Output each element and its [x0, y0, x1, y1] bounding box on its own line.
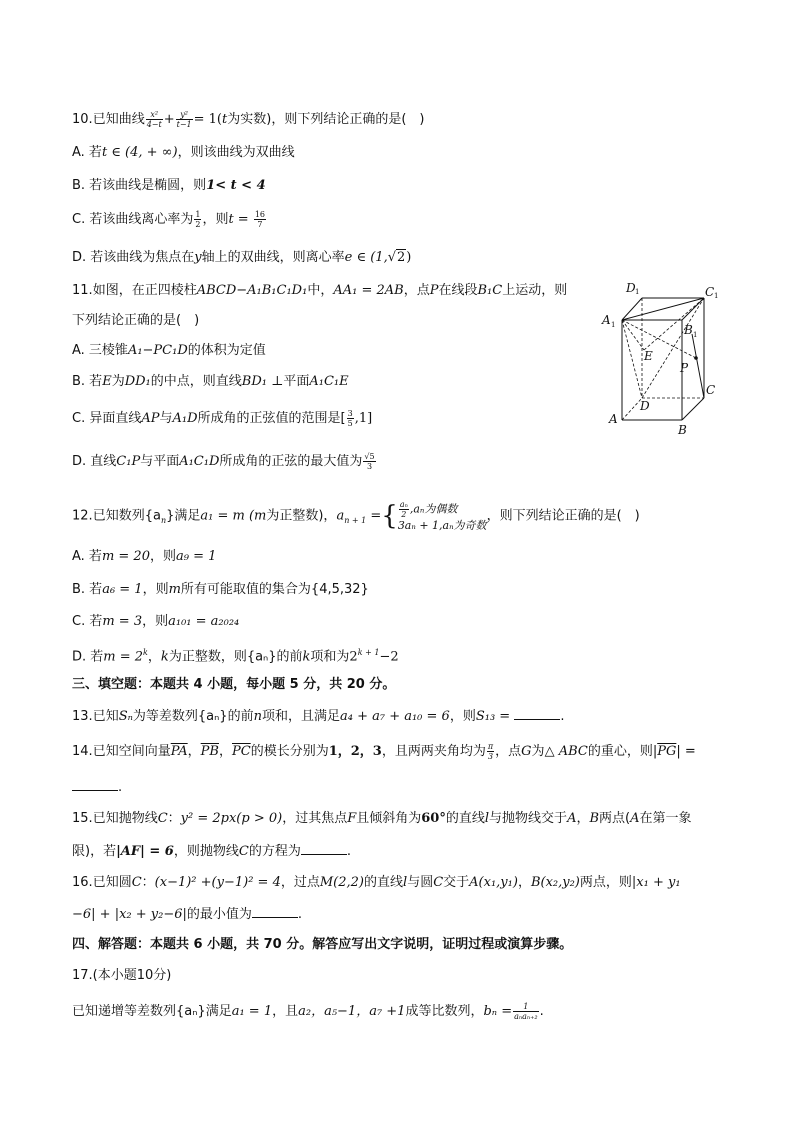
edge-a1-d1 — [622, 298, 642, 320]
svg-text:1: 1 — [635, 288, 640, 296]
edge-a1-e — [622, 320, 644, 350]
svg-text:1: 1 — [714, 292, 719, 300]
label-c1: C — [705, 285, 715, 299]
q12-stem: 12.已知数列$\{a_n\}$满足a₁ = m (m为正整数)，$a_{n + 1}$ ={ $\frac{\text{aₙ}}{2}$ ,aₙ为偶数 3aₙ + 1,aₙ为奇数 ，则下列结论正确的是( ) — [72, 500, 640, 532]
q10-option-d: D. 若该曲线为焦点在y轴上的双曲线，则离心率e ∈ (1,√2) — [72, 250, 412, 265]
q11-c-frac: $\frac{3}{5}$ — [347, 409, 353, 428]
q11-option-a: A. 三棱锥A₁−PC₁D的体积为定值 — [72, 343, 266, 358]
q15-answer-blank[interactable] — [301, 842, 347, 855]
q10-option-c: C. 若该曲线离心率为 $\frac{1}{2}$ ，则t = $\frac{16}{7}$ — [72, 210, 266, 229]
q14-line2: . — [72, 778, 122, 797]
q13-answer-blank[interactable] — [514, 707, 560, 720]
section-4-title: 四、解答题：本题共 6 小题，共 70 分。解答应写出文字说明，证明过程或演算步骤。 — [72, 937, 573, 952]
q11-option-d: D. 直线C₁P与平面A₁C₁D所成角的正弦的最大值为 $\frac{√5}{3}$ — [72, 452, 375, 471]
q10-stem: 10.已知曲线 $\frac{\text{x²}}{4-t}$ + $\frac{\text{y²}}{t-1}$ = 1(t为实数)，则下列结论正确的是( ) — [72, 110, 425, 129]
q11-d-frac: $\frac{√5}{3}$ — [364, 452, 375, 471]
label-b1: B — [684, 323, 693, 337]
edge-b1-c — [692, 334, 704, 398]
q10-option-a: A. 若t ∈ (4, + ∞)，则该曲线为双曲线 — [72, 145, 295, 160]
svg-text:1: 1 — [693, 331, 698, 339]
q10-frac-2: $\frac{\text{y²}}{t-1}$ — [176, 110, 192, 129]
q16-line2: −6| + |x₂ + y₂−6|的最小值为 . — [72, 907, 303, 922]
q10-option-b: B. 若该曲线是椭圆，则1< t < 4 — [72, 178, 266, 193]
point-p — [694, 356, 698, 360]
q12-option-b: B. 若a₆ = 1，则m所有可能取值的集合为{4,5,32} — [72, 582, 369, 597]
q10-c-frac: $\frac{1}{2}$ — [195, 210, 201, 229]
q17-stem: 已知递增等差数列{aₙ}满足a₁ = 1，且a₂，a₅−1，a₇ +1成等比数列，bₙ = $\frac{1}{\text{aₙaₙ₊₂}}$ . — [72, 1002, 544, 1021]
q11-stem-line2: 下列结论正确的是( ) — [72, 313, 200, 328]
q17-head: 17.(本小题10分) — [72, 968, 172, 983]
q14-frac: $\frac{\pi}{3}$ — [487, 742, 494, 761]
q13: 13.已知Sₙ为等差数列{aₙ}的前n项和，且满足a₄ + a₇ + a₁₀ = 6，则S₁₃ = . — [72, 709, 565, 724]
q17-frac: $\frac{1}{\text{aₙaₙ₊₂}}$ — [514, 1002, 538, 1021]
label-d: D — [640, 399, 650, 413]
q14-answer-blank[interactable] — [72, 778, 118, 791]
prism-figure — [598, 278, 728, 438]
q16: 16.已知圆C：(x−1)² +(y−1)² = 4，过点M(2,2)的直线l与圆C交于A(x₁,y₁)，B(x₂,y₂)两点，则|x₁ + y₁ — [72, 875, 681, 890]
label-a: A — [609, 412, 618, 426]
q12-option-c: C. 若m = 3，则a₁₀₁ = a₂₀₂₄ — [72, 614, 240, 629]
svg-text:1: 1 — [611, 321, 616, 329]
edge-a-d — [622, 398, 642, 420]
label-a1: A — [602, 313, 611, 327]
q12-option-a: A. 若m = 20，则a₉ = 1 — [72, 549, 217, 564]
edge-b-c — [682, 398, 704, 420]
q10-c-frac-2: $\frac{16}{7}$ — [254, 210, 266, 229]
q15: 15.已知抛物线C：y² = 2px(p > 0)，过其焦点F且倾斜角为60°的直线l与抛物线交于A，B两点(A在第一象 — [72, 811, 692, 826]
label-b: B — [678, 423, 687, 437]
q16-answer-blank[interactable] — [252, 905, 298, 918]
q11-option-b: B. 若E为DD₁的中点，则直线BD₁ ⊥平面A₁C₁E — [72, 374, 349, 389]
q14: 14.已知空间向量$\overline{PA}$，$\overline{PB}$，$\overline{PC}$的模长分别为1，2，3，且两两夹角均为 $\frac{\pi}{3}$ ，点G为△ ABC的重心，则$|\overline{PG}|$ = — [72, 742, 696, 761]
q10-frac-1: $\frac{\text{x²}}{4-t}$ — [146, 110, 162, 129]
q15-line2: 限)，若|AF| = 6，则抛物线C的方程为 . — [72, 844, 351, 859]
q12-option-d: D. 若$m = 2^k$，k为正整数，则{aₙ}的前k项和为$2^{k + 1}-2$ — [72, 648, 399, 665]
edge-a1-d — [622, 320, 642, 398]
q11-stem: 11.如图，在正四棱柱ABCD−A₁B₁C₁D₁中，AA₁ = 2AB，点P在线段B₁C上运动，则 — [72, 283, 568, 298]
label-d1: D — [626, 281, 636, 295]
label-p: P — [680, 361, 689, 375]
q11-option-c: C. 异面直线AP与A₁D所成角的正弦值的范围是[ $\frac{3}{5}$ ,1] — [72, 409, 373, 428]
q12-piecewise: $\frac{\text{aₙ}}{2}$ ,aₙ为偶数 3aₙ + 1,aₙ为奇数 — [397, 500, 487, 532]
label-c: C — [706, 383, 716, 397]
label-e: E — [644, 349, 653, 363]
section-3-title: 三、填空题：本题共 4 小题，每小题 5 分，共 20 分。 — [72, 677, 396, 692]
